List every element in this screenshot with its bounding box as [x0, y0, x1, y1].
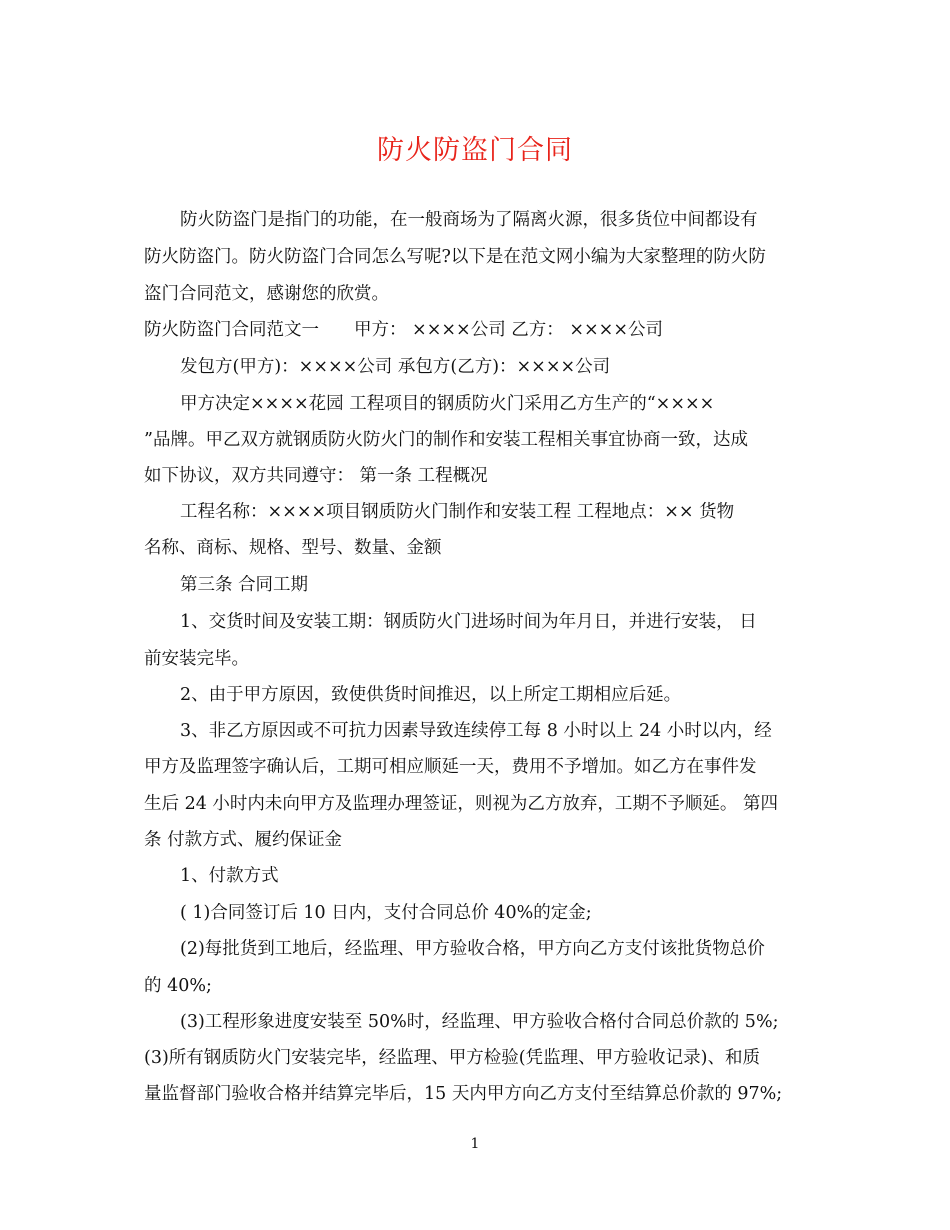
document-title: 防火防盗门合同: [377, 135, 573, 166]
paragraph-line: (3)所有钢质防火门安装完毕，经监理、甲方检验(凭监理、甲方验收记录)、和质: [144, 1048, 760, 1068]
section-heading: 第三条 合同工期: [180, 575, 309, 595]
paragraph-line: 甲方决定××××花园 工程项目的钢质防火门采用乙方生产的“××××: [180, 394, 715, 414]
paragraph-line: 生后 24 小时内未向甲方及监理办理签证，则视为乙方放弃，工期不予顺延。 第四: [144, 794, 778, 814]
paragraph-line: 如下协议，双方共同遵守： 第一条 工程概况: [144, 466, 488, 486]
paragraph-line: ( 1)合同签订后 10 日内，支付合同总价 40%的定金;: [180, 903, 592, 923]
paragraph-line: (2)每批货到工地后，经监理、甲方验收合格，甲方向乙方支付该批货物总价: [180, 939, 765, 959]
paragraph-line: 的 40%;: [144, 976, 212, 996]
paragraph-line: 2、由于甲方原因，致使供货时间推迟，以上所定工期相应后延。: [180, 685, 682, 705]
paragraph-line: 工程名称：××××项目钢质防火门制作和安装工程 工程地点：×× 货物: [180, 502, 735, 522]
paragraph-line: 名称、商标、规格、型号、数量、金额: [144, 538, 442, 558]
paragraph-line: 甲方及监理签字确认后，工期可相应顺延一天，费用不予增加。如乙方在事件发: [144, 757, 757, 777]
page-number: 1: [470, 1136, 480, 1152]
paragraph-line: 防火防盗门是指门的功能，在一般商场为了隔离火源，很多货位中间都设有: [180, 210, 758, 230]
paragraph-line: 发包方(甲方)：××××公司 承包方(乙方)：××××公司: [180, 357, 611, 377]
paragraph-line: 量监督部门验收合格并结算完毕后，15 天内甲方向乙方支付至结算总价款的 97%;: [144, 1084, 783, 1104]
paragraph-line: 3、非乙方原因或不可抗力因素导致连续停工每 8 小时以上 24 小时以内，经: [180, 721, 772, 741]
paragraph-line: 防火防盗门。防火防盗门合同怎么写呢?以下是在范文网小编为大家整理的防火防: [144, 247, 766, 267]
paragraph-line: 1、付款方式: [180, 866, 279, 886]
paragraph-line: ”品牌。甲乙双方就钢质防火防火门的制作和安装工程相关事宜协商一致，达成: [144, 430, 748, 450]
paragraph-line: 1、交货时间及安装工期：钢质防火门进场时间为年月日，并进行安装， 日: [180, 612, 757, 632]
paragraph-line: (3)工程形象进度安装至 50%时，经监理、甲方验收合格付合同总价款的 5%;: [180, 1012, 779, 1032]
paragraph-line: 盗门合同范文，感谢您的欣赏。: [144, 284, 389, 304]
paragraph-line: 条 付款方式、履约保证金: [144, 830, 343, 850]
paragraph-line: 前安装完毕。: [144, 649, 249, 669]
paragraph-line: 防火防盗门合同范文一 甲方： ××××公司 乙方： ××××公司: [144, 320, 663, 340]
